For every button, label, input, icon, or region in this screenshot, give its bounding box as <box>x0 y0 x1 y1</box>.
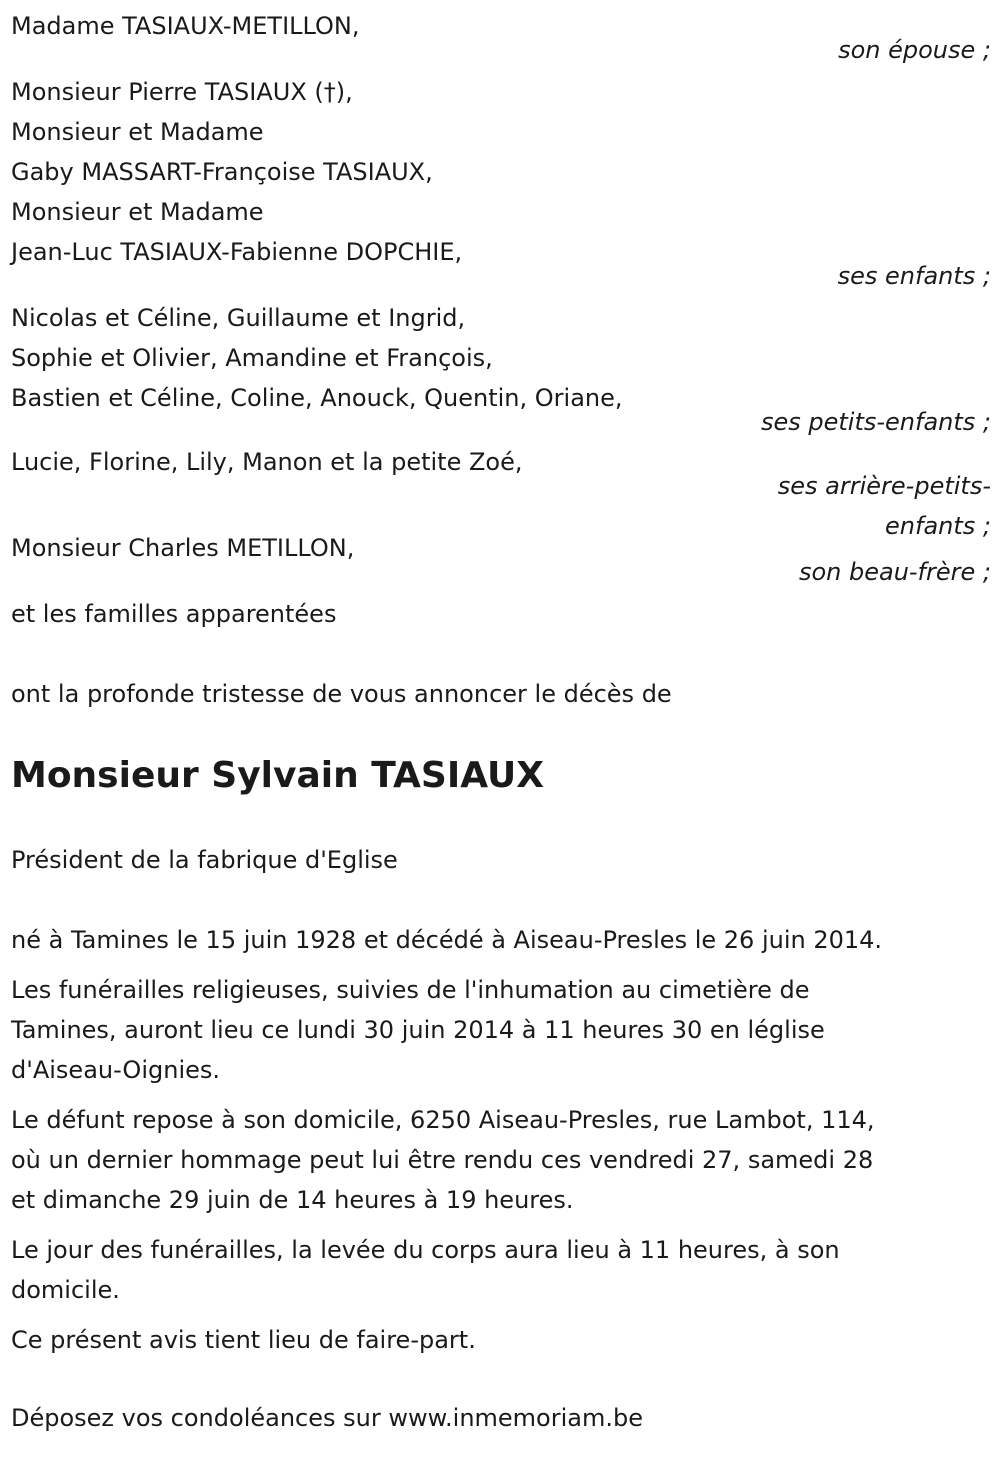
children-block <box>11 72 991 296</box>
repose-line: Le défunt repose à son domicile, 6250 Aiseau-Presles, rue Lambot, 114, <box>11 1106 875 1134</box>
grandchild-line: Sophie et Olivier, Amandine et François, <box>11 344 493 372</box>
funeral-line: Les funérailles religieuses, suivies de l'inhumation au cimetière de <box>11 976 810 1004</box>
child-line: Monsieur Pierre TASIAUX (†), <box>11 78 353 106</box>
grandchild-line: Bastien et Céline, Coline, Anouck, Quentin, Oriane, <box>11 384 623 412</box>
repose-paragraph <box>11 1100 991 1220</box>
levee-line: Le jour des funérailles, la levée du corps aura lieu à 11 heures, à son <box>11 1236 840 1264</box>
children-relation: ses enfants ; <box>837 262 991 290</box>
great-grandchildren-relation-line2: enfants ; <box>885 512 991 540</box>
grandchild-line: Nicolas et Céline, Guillaume et Ingrid, <box>11 304 466 332</box>
grandchildren-block <box>11 298 991 442</box>
condolences-text: Déposez vos condoléances sur www.inmemoriam.be <box>11 1404 643 1432</box>
obituary-notice <box>11 6 991 1438</box>
child-line: Monsieur et Madame <box>11 118 264 146</box>
grandchildren-relation: ses petits-enfants ; <box>760 408 991 436</box>
levee-paragraph <box>11 1230 991 1310</box>
announcement-text: ont la profonde tristesse de vous annoncer le décès de <box>11 680 672 708</box>
brother-in-law-block <box>11 528 991 592</box>
great-grandchildren-relation-line1: ses arrière-petits- <box>777 472 991 500</box>
funeral-line: d'Aiseau-Oignies. <box>11 1056 221 1084</box>
spouse-name: Madame TASIAUX-METILLON, <box>11 12 360 40</box>
funeral-line: Tamines, auront lieu ce lundi 30 juin 2014 à 11 heures 30 en léglise <box>11 1016 825 1044</box>
brother-in-law-name: Monsieur Charles METILLON, <box>11 534 355 562</box>
notice-text: Ce présent avis tient lieu de faire-part. <box>11 1326 476 1354</box>
brother-in-law-relation: son beau-frère ; <box>798 558 991 586</box>
child-line: Jean-Luc TASIAUX-Fabienne DOPCHIE, <box>11 238 463 266</box>
birth-death-text: né à Tamines le 15 juin 1928 et décédé à Aiseau-Presles le 26 juin 2014. <box>11 926 883 954</box>
levee-line: domicile. <box>11 1276 120 1304</box>
spouse-relation: son épouse ; <box>838 36 991 64</box>
deceased-title: Président de la fabrique d'Eglise <box>11 846 398 874</box>
related-families: et les familles apparentées <box>11 600 337 628</box>
great-grandchild-line: Lucie, Florine, Lily, Manon et la petite Zoé, <box>11 448 523 476</box>
funeral-paragraph <box>11 970 991 1090</box>
child-line: Gaby MASSART-Françoise TASIAUX, <box>11 158 433 186</box>
deceased-name: Monsieur Sylvain TASIAUX <box>11 755 544 796</box>
child-line: Monsieur et Madame <box>11 198 264 226</box>
spouse-block <box>11 6 991 70</box>
repose-line: et dimanche 29 juin de 14 heures à 19 heures. <box>11 1186 574 1214</box>
repose-line: où un dernier hommage peut lui être rendu ces vendredi 27, samedi 28 <box>11 1146 874 1174</box>
